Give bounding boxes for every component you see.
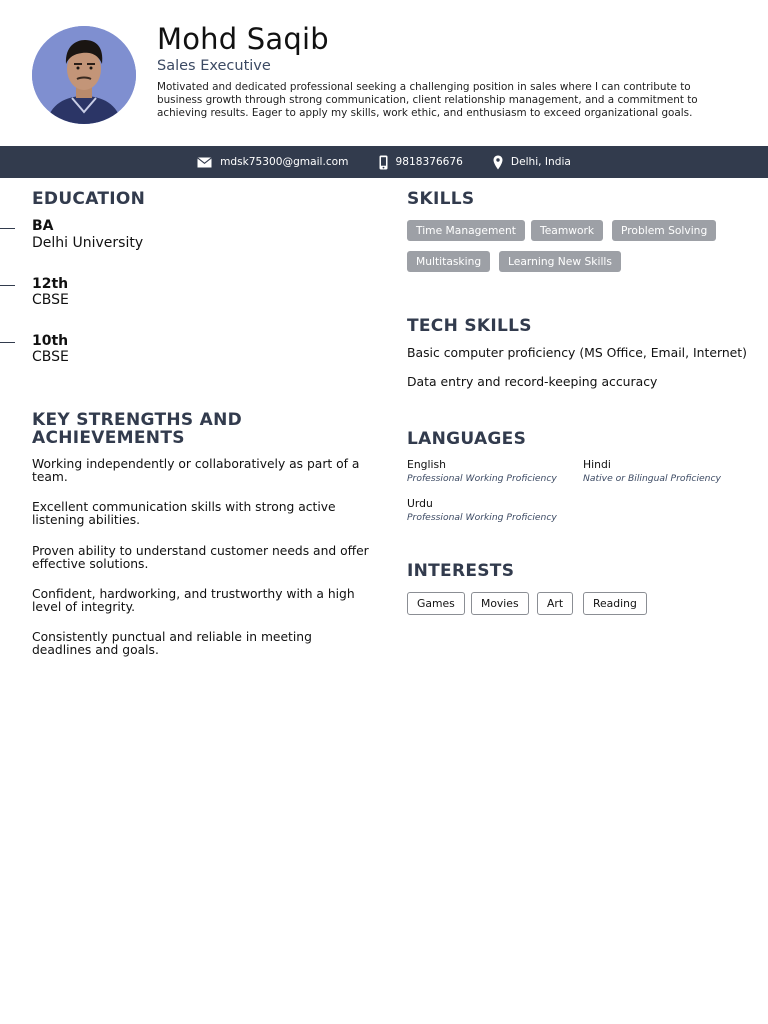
education-school: CBSE [32,292,69,308]
interest-tag: Games [407,592,465,615]
skill-tag: Time Management [407,220,525,241]
interests-heading: INTERESTS [407,561,515,581]
education-degree: 10th [32,333,69,349]
strength-item: Confident, hardworking, and trustworthy with a high level of integrity. [32,587,355,614]
candidate-title: Sales Executive [157,58,271,74]
strengths-heading-line1: KEY STRENGTHS AND [32,410,243,430]
education-school: CBSE [32,349,69,365]
strength-item: Proven ability to understand customer needs and offer effective solutions. [32,544,369,571]
education-heading: EDUCATION [32,189,146,209]
interest-tag: Art [537,592,573,615]
candidate-name: Mohd Saqib [157,22,329,56]
skill-tag: Teamwork [531,220,603,241]
email-text: mdsk75300@gmail.com [220,156,349,168]
envelope-icon [197,157,212,168]
profile-summary: Motivated and dedicated professional seeking a challenging position in sales where I can contribute to business growth through strong communication, client relationship management, and a commitment to achieving results. Eager to apply my skills, work ethic, and enthusiasm to exceed organizational goals. [157,81,698,119]
language-level: Professional Working Proficiency [407,473,557,484]
language-level: Professional Working Proficiency [407,512,557,523]
profile-photo-image [32,26,136,124]
tech-skills-heading: TECH SKILLS [407,316,532,336]
tech-skill-item: Basic computer proficiency (MS Office, Email, Internet) [407,345,747,360]
contact-email[interactable] [197,156,348,168]
language-name: Urdu [407,497,433,510]
strength-item: Consistently punctual and reliable in meeting deadlines and goals. [32,630,312,657]
languages-heading: LANGUAGES [407,429,527,449]
skill-tag: Learning New Skills [499,251,621,272]
skills-heading: SKILLS [407,189,475,209]
education-degree: 12th [32,276,69,292]
profile-photo [32,26,136,124]
contact-location [493,155,571,170]
education-school: Delhi University [32,235,144,251]
strength-item: Excellent communication skills with strong active listening abilities. [32,500,336,527]
skill-tag: Multitasking [407,251,490,272]
mobile-phone-icon [379,155,388,170]
interest-tag: Reading [583,592,647,615]
strengths-heading-line2: ACHIEVEMENTS [32,428,185,448]
contact-phone[interactable] [379,155,463,170]
interest-tag: Movies [471,592,529,615]
language-level: Native or Bilingual Proficiency [583,473,721,484]
phone-text: 9818376676 [395,156,463,168]
location-text: Delhi, India [510,156,571,168]
education-marker [0,285,15,286]
map-pin-icon [493,155,503,170]
resume-header [0,0,768,146]
strength-item: Working independently or collaboratively as part of a team. [32,457,360,484]
tech-skill-item: Data entry and record-keeping accuracy [407,374,658,389]
language-name: Hindi [583,458,611,471]
education-degree: BA [32,218,54,234]
language-name: English [407,458,446,471]
contact-bar [0,146,768,178]
education-marker [0,342,15,343]
education-marker [0,228,15,229]
skill-tag: Problem Solving [612,220,716,241]
strengths-heading [32,411,242,447]
